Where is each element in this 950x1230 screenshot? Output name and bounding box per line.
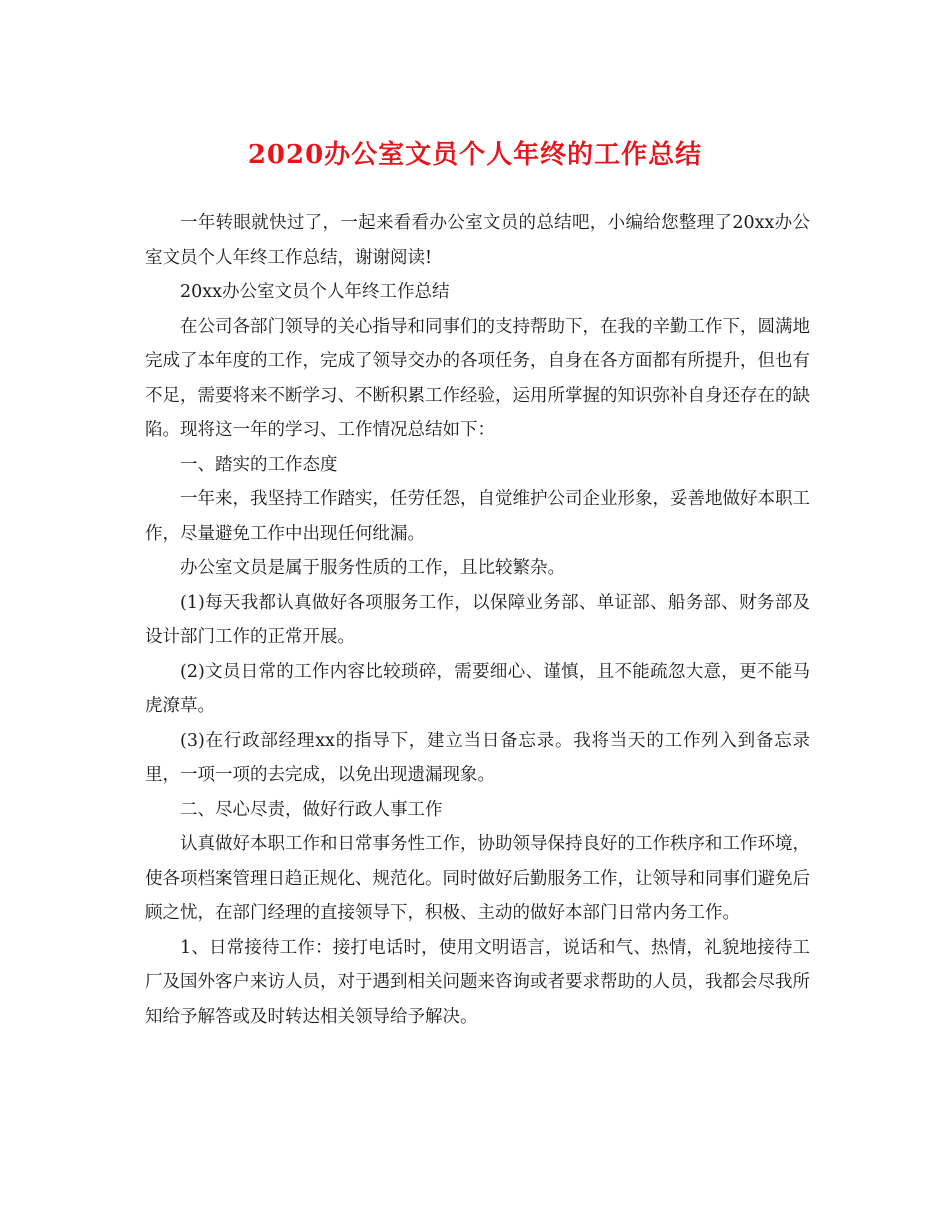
document-body — [145, 206, 810, 1034]
paragraph-intro: 一年转眼就快过了，一起来看看办公室文员的总结吧，小编给您整理了20xx办公室文员个人年终工作总结，谢谢阅读! — [145, 213, 810, 268]
paragraph-service-nature: 办公室文员是属于服务性质的工作，且比较繁杂。 — [180, 558, 565, 578]
list-item-2: (2)文员日常的工作内容比较琐碎，需要细心、谨慎，且不能疏忽大意，更不能马虎潦草。 — [145, 661, 810, 716]
paragraph-attitude: 一年来，我坚持工作踏实，任劳任怨，自觉维护公司企业形象，妥善地做好本职工作，尽量避免工作中出现任何纰漏。 — [145, 489, 810, 544]
paragraph-overview: 在公司各部门领导的关心指导和同事们的支持帮助下，在我的辛勤工作下，圆满地完成了本年度的工作，完成了领导交办的各项任务，自身在各方面都有所提升，但也有不足，需要将来不断学习、不断积累工作经验，运用所掌握的知识弥补自身还存在的缺陷。现将这一年的学习、工作情况总结如下： — [145, 316, 810, 440]
list-item-1: (1)每天我都认真做好各项服务工作，以保障业务部、单证部、船务部、财务部及设计部门工作的正常开展。 — [145, 592, 810, 647]
section-heading-2: 二、尽心尽责，做好行政人事工作 — [180, 799, 443, 820]
document-title: 2020办公室文员个人年终的工作总结 — [247, 140, 703, 170]
paragraph-reception: 1、日常接待工作：接打电话时，使用文明语言，说话和气、热情，礼貌地接待工厂及国外客户来访人员，对于遇到相关问题来咨询或者要求帮助的人员，我都会尽我所知给予解答或及时转达相关领导给予解决。 — [145, 937, 810, 1027]
paragraph-subtitle: 20xx办公室文员个人年终工作总结 — [180, 282, 450, 302]
section-heading-1: 一、踏实的工作态度 — [180, 454, 338, 475]
paragraph-admin-work: 认真做好本职工作和日常事务性工作，协助领导保持良好的工作秩序和工作环境，使各项档案管理日趋正规化、规范化。同时做好后勤服务工作，让领导和同事们避免后顾之忧，在部门经理的直接领导下，积极、主动的做好本部门日常内务工作。 — [145, 834, 810, 923]
list-item-3: (3)在行政部经理xx的指导下，建立当日备忘录。我将当天的工作列入到备忘录里，一项一项的去完成，以免出现遗漏现象。 — [145, 730, 810, 785]
